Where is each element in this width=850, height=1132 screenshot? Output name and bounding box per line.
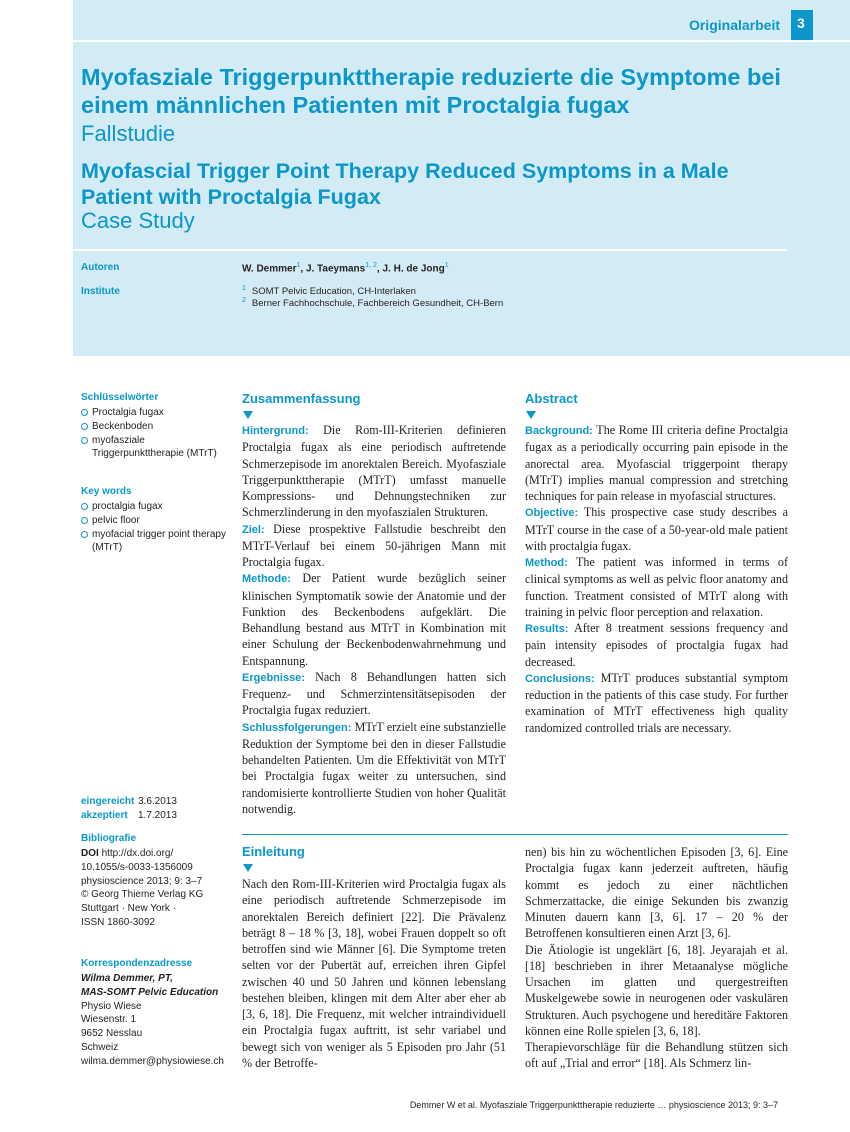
correspondence-label: Korrespondenzadresse [81,958,193,969]
abstract-heading: Abstract [525,391,578,406]
section-label: Originalarbeit [688,17,780,33]
triangle-marker-icon [243,411,253,419]
abstract-body [525,422,788,736]
abstract-section: Objective: This prospective case study describes a MTrT course in the case of a 50-year-old male patient with proctalgia fugax. [525,505,788,553]
correspondence-block: Wilma Demmer, PT, MAS-SOMT Pelvic Education Physio Wiese Wiesenstr. 1 9652 Nesslau Schweiz wilma.demmer@physiowiese.ch [81,973,224,1067]
zusammenfassung-body [242,422,506,817]
page-number: 3 [797,15,805,31]
institutes-label: Institute [81,286,120,297]
keywords-de-label: Schlüsselwörter [81,392,159,403]
zusammenfassung-heading: Zusammenfassung [242,391,361,406]
keyword-item: pelvic floor [81,514,231,528]
author-list: W. Demmer$^1$, J. Taeymans$^{1, 2}$, J. H. de Jong$^1$ [242,262,449,275]
correspondence-email: wilma.demmer@physiowiese.ch [81,1055,224,1067]
title-german: Myofasziale Triggerpunkttherapie reduzierte die Symptome bei einem männlichen Patienten mit Proctalgia fugax [81,64,781,118]
abstract-section: Ergebnisse: Nach 8 Behandlungen hatten sich Frequenz- und Schmerzintensitätsepisoden der Proctalgia fugax reduziert. [242,669,506,718]
page-footer: Demmer W et al. Myofasziale Triggerpunkttherapie reduzierte … physioscience 2013; 9: 3–7 [409,1100,778,1110]
abstract-section: Methode: Der Patient wurde bezüglich seiner klinischen Symptomatik sowie der Anatomie und der Funktion des Beckenbodens aufgeklärt. Die Behandlung bestand aus MTrT in Kombination mit einer Schulung der Beckenbodenwahrnehmung und Entspannung. [242,571,506,668]
title-english: Myofascial Trigger Point Therapy Reduced Symptoms in a Male Patient with Proctalgia Fugax [81,159,729,209]
keyword-item: myofasziale Triggerpunkttherapie (MTrT) [81,434,231,462]
keywords-en-list [81,500,231,555]
abstract-section: Schlussfolgerungen: MTrT erzielt eine substanzielle Reduktion der Symptome bei den in dieser Fallstudie behandelten Patienten. Um die Effektivität von MTrT bei Proctalgia fugax weiter zu untersuchen, sind randomisierte kontrollierte Studien von hoher Qualität notwendig. [242,719,506,816]
einleitung-divider [242,834,788,835]
author-name: W. Demmer [242,263,297,275]
keywords-en-label: Key words [81,486,132,497]
accepted-date: akzeptiert 1.7.2013 [81,810,177,821]
keyword-item: myofacial trigger point therapy (MTrT) [81,528,231,556]
subtitle-english: Case Study [81,208,195,233]
received-date: eingereicht 3.6.2013 [81,796,177,807]
author-name: J. Taeymans [305,263,366,275]
keyword-item: Beckenboden [81,420,231,434]
bibliografie-label: Bibliografie [81,833,137,844]
abstract-section: Background: The Rome III criteria define Proctalgia fugax as a periodically occurring pain episode in the anorectal area. Myofascial triggerpoint therapy (MTrT) implies manual compression and stretching techniques for pain release in myofascial structures. [525,423,788,503]
bibliografie-block: DOI http://dx.doi.org/ 10.1055/s-0033-1356009 physioscience 2013; 9: 3–7 © Georg Thieme Verlag KG Stuttgart · New York · ISSN 1860-3092 [81,848,204,928]
triangle-marker-icon [526,411,536,419]
institute-2: $^2$ Berner Fachhochschule, Fachbereich Gesundheit, CH-Bern [242,297,504,310]
keyword-item: proctalgia fugax [81,500,231,514]
abstract-section: Results: After 8 treatment sessions frequency and pain intensity episodes of proctalgia fugax had decreased. [525,621,788,669]
authors-label: Autoren [81,262,120,273]
author-name: J. H. de Jong [382,263,445,275]
institute-1: $^1$ SOMT Pelvic Education, CH-Interlaken [242,285,416,298]
triangle-marker-icon [243,864,253,872]
subtitle-german: Fallstudie [81,121,176,146]
einleitung-col2: nen) bis hin zu wöchentlichen Episoden [3, 6]. Eine Proctalgia fugax kann jederzeit auftreten, häufig kommt es jedoch zu einer nächtlichen Schmerzattacke, die einige Sekunden bis zwanzig Minuten dauern kann [3, 6]. 17 – 20 % der Betroffenen konsultieren einen Arzt [3, 6]. Die Ätiologie ist ungeklärt [6, 18]. Jeyarajah et al. [18] beschrieben in ihrer Metaanalyse mögliche Ursachen im glatten und quergestreiften Muskelgewebe sowie in neurogenen oder vaskulären Strukturen. Auch psychogene und hereditäre Faktoren können eine Rolle spielen [3, 6, 18]. Therapievorschläge für die Behandlung stützen sich oft auf „Trial and error“ [18]. Als Schmerz lin- [525,845,788,1071]
abstract-section: Conclusions: MTrT produces substantial symptom reduction in the patients of this case study. For further examination of MTrT effectiveness high quality randomized controlled trials are necessary. [525,670,788,735]
keywords-de-list [81,406,231,461]
abstract-section: Method: The patient was informed in terms of clinical symptoms as well as pelvic floor anatomy and function. Treatment consisted of MTrT along with training in pelvic floor perception and relaxation. [525,555,788,619]
einleitung-heading: Einleitung [242,844,305,859]
title-divider [73,249,787,251]
keyword-item: Proctalgia fugax [81,406,231,420]
header-rule [73,40,850,42]
abstract-section: Ziel: Diese prospektive Fallstudie beschreibt den MTrT-Verlauf bei einem 50-jährigen Mann mit Proctalgia fugax. [242,521,506,569]
einleitung-col1: Nach den Rom-III-Kriterien wird Proctalgia fugax als eine periodisch auftretende Schmerzepisode im anorektalen Bereich definiert [22]. Die Prävalenz beträgt 8 – 18 % [3, 18], wobei Frauen doppelt so oft betroffen sind wie Männer [6]. Die Symptome treten selten vor der Pubertät auf, erreichen ihren Gipfel zwischen 40 und 50 Jahren und können lebenslang bestehen bleiben, klingen mit dem Alter aber eher ab [3, 6, 18]. Die Frequenz, mit welcher intraindividuell ein Proctalgia fugax auftritt, ist sehr variabel und bewegt sich von weniger als 5 Episoden pro Jahr (51 % der Betroffe- [242,877,506,1070]
abstract-section: Hintergrund: Die Rom-III-Kriterien definieren Proctalgia fugax als eine periodisch auftretende Schmerzepisode im anorektalen Bereich. Myofasziale Triggerpunkttherapie (MTrT) umfasst manuelle Kompressions- und Dehnungstechniken zur Schmerzlinderung in den myofaszialen Strukturen. [242,423,506,520]
